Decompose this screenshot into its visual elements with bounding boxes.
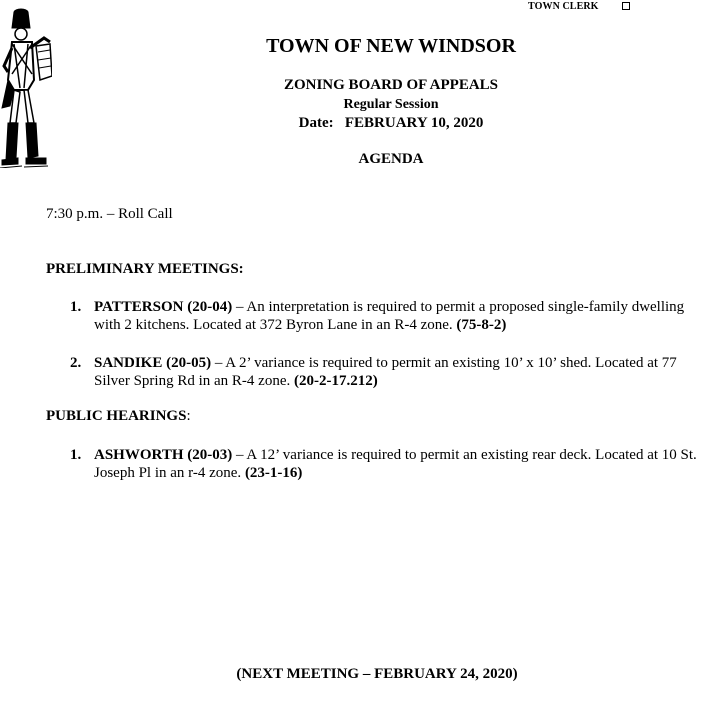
public-hearing-item	[70, 446, 710, 482]
agenda-heading: AGENDA	[358, 151, 424, 167]
session-type: Regular Session	[343, 97, 439, 112]
item-number: 2.	[70, 355, 82, 371]
item-number: 1.	[70, 447, 82, 463]
next-meeting: (NEXT MEETING – FEBRUARY 24, 2020)	[236, 666, 518, 682]
date-label: Date:	[298, 115, 334, 131]
town-clerk-label: TOWN CLERK	[528, 1, 599, 12]
roll-call: 7:30 p.m. – Roll Call	[46, 206, 173, 222]
tax-map-ref: (23-1-16)	[244, 465, 303, 481]
preliminary-meetings-heading: PRELIMINARY MEETINGS:	[46, 261, 244, 277]
item-description: – An interpretation is required to permit a proposed single-family dwelling with 2 kitchens. Located at 372 Byron Lane in an R-4 zone.	[94, 299, 685, 333]
preliminary-item	[70, 298, 710, 334]
applicant-name: ASHWORTH (20-03)	[94, 447, 233, 463]
tax-map-ref: (75-8-2)	[456, 317, 507, 333]
meeting-date	[40, 115, 724, 132]
tax-map-ref: (20-2-17.212)	[293, 373, 378, 389]
public-hearings-colon: :	[186, 408, 191, 424]
item-description: – A 12’ variance is required to permit an existing rear deck. Located at 10 St. Joseph Pl in an r-4 zone.	[94, 447, 697, 481]
public-hearings-heading	[46, 408, 191, 425]
preliminary-item	[70, 354, 710, 390]
applicant-name: PATTERSON (20-04)	[94, 299, 233, 315]
board-name: ZONING BOARD OF APPEALS	[283, 77, 499, 93]
item-number: 1.	[70, 299, 82, 315]
page-title: TOWN OF NEW WINDSOR	[266, 35, 516, 57]
date-value: FEBRUARY 10, 2020	[344, 115, 484, 131]
public-hearings-label: PUBLIC HEARINGS	[46, 408, 187, 424]
applicant-name: SANDIKE (20-05)	[94, 355, 212, 371]
item-description: – A 2’ variance is required to permit an existing 10’ x 10’ shed. Located at 77 Silver Spring Rd in an R-4 zone.	[94, 355, 677, 389]
town-clerk-checkbox[interactable]	[622, 2, 630, 10]
